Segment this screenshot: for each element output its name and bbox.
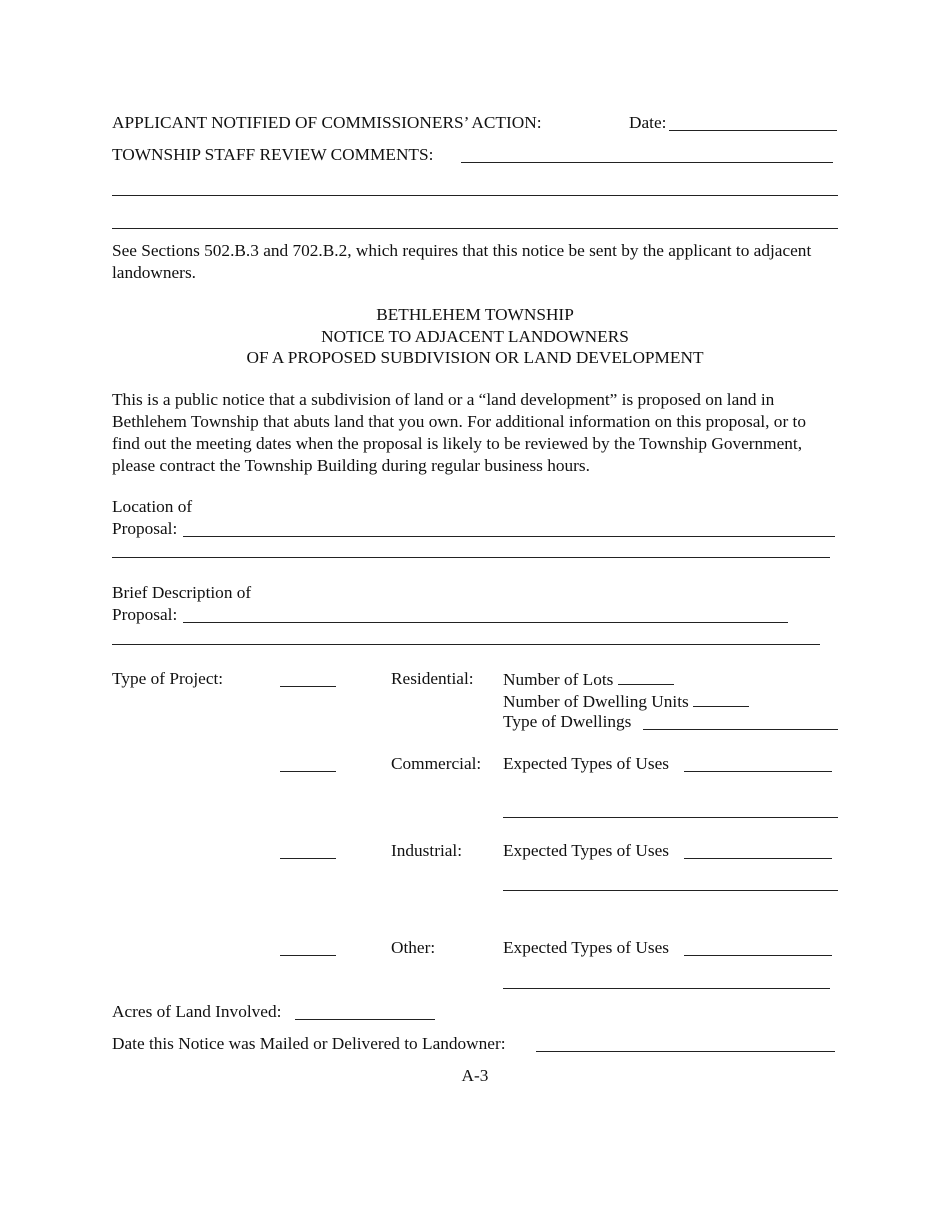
project-type-label: Type of Project: bbox=[112, 669, 224, 688]
type-of-dwellings-label: Type of Dwellings bbox=[503, 712, 632, 731]
industrial-uses-field[interactable] bbox=[684, 858, 832, 859]
description-label-line1: Brief Description of bbox=[112, 583, 252, 602]
industrial-label: Industrial: bbox=[391, 841, 463, 860]
staff-review-line-2[interactable] bbox=[112, 195, 838, 196]
type-of-dwellings-field[interactable] bbox=[643, 729, 838, 730]
date-label: Date: bbox=[629, 113, 667, 132]
other-checkbox-line[interactable] bbox=[280, 955, 336, 956]
number-of-units-field[interactable] bbox=[693, 691, 749, 707]
public-notice-paragraph: This is a public notice that a subdivision of land or a “land development” is proposed on land in Bethlehem Township that abuts land that you own. For additional information on this proposal, or to find out the meeting dates when the proposal is likely to be reviewed by the Township Government, please contract the Township Building during regular business hours. bbox=[112, 390, 806, 475]
description-field-line-2[interactable] bbox=[112, 644, 820, 645]
mailed-date-label: Date this Notice was Mailed or Delivered to Landowner: bbox=[112, 1034, 506, 1053]
location-label-line2: Proposal: bbox=[112, 519, 178, 538]
industrial-uses-line-2[interactable] bbox=[503, 890, 838, 891]
number-of-lots-label: Number of Lots bbox=[503, 669, 674, 690]
acres-field[interactable] bbox=[295, 1019, 435, 1020]
staff-review-field[interactable] bbox=[461, 162, 833, 163]
commercial-checkbox-line[interactable] bbox=[280, 771, 336, 772]
mailed-date-field[interactable] bbox=[536, 1051, 835, 1052]
title-township: BETHLEHEM TOWNSHIP bbox=[376, 305, 574, 324]
other-uses-field[interactable] bbox=[684, 955, 832, 956]
title-notice: NOTICE TO ADJACENT LANDOWNERS bbox=[321, 327, 629, 346]
industrial-uses-label: Expected Types of Uses bbox=[503, 841, 669, 860]
location-label-line1: Location of bbox=[112, 497, 193, 516]
page-number: A-3 bbox=[461, 1066, 489, 1085]
description-label-line2: Proposal: bbox=[112, 605, 178, 624]
commercial-uses-line-2[interactable] bbox=[503, 817, 838, 818]
sections-note: See Sections 502.B.3 and 702.B.2, which requires that this notice be sent by the applicant to adjacent landowners. bbox=[112, 241, 812, 282]
commercial-uses-label: Expected Types of Uses bbox=[503, 754, 669, 773]
staff-review-label: TOWNSHIP STAFF REVIEW COMMENTS: bbox=[112, 145, 434, 164]
location-field-line-2[interactable] bbox=[112, 557, 830, 558]
residential-checkbox-line[interactable] bbox=[280, 686, 336, 687]
staff-review-line-3[interactable] bbox=[112, 228, 838, 229]
other-uses-line-2[interactable] bbox=[503, 988, 830, 989]
description-field[interactable] bbox=[183, 622, 788, 623]
number-of-units-label: Number of Dwelling Units bbox=[503, 691, 749, 712]
number-of-lots-field[interactable] bbox=[618, 669, 674, 685]
location-field[interactable] bbox=[183, 536, 835, 537]
commercial-label: Commercial: bbox=[391, 754, 482, 773]
residential-label: Residential: bbox=[391, 669, 474, 688]
title-proposal: OF A PROPOSED SUBDIVISION OR LAND DEVELOPMENT bbox=[246, 348, 704, 367]
date-field[interactable] bbox=[669, 130, 837, 131]
commercial-uses-field[interactable] bbox=[684, 771, 832, 772]
industrial-checkbox-line[interactable] bbox=[280, 858, 336, 859]
applicant-notified-label: APPLICANT NOTIFIED OF COMMISSIONERS’ ACTION: bbox=[112, 113, 542, 132]
other-label: Other: bbox=[391, 938, 436, 957]
acres-label: Acres of Land Involved: bbox=[112, 1002, 282, 1021]
other-uses-label: Expected Types of Uses bbox=[503, 938, 669, 957]
